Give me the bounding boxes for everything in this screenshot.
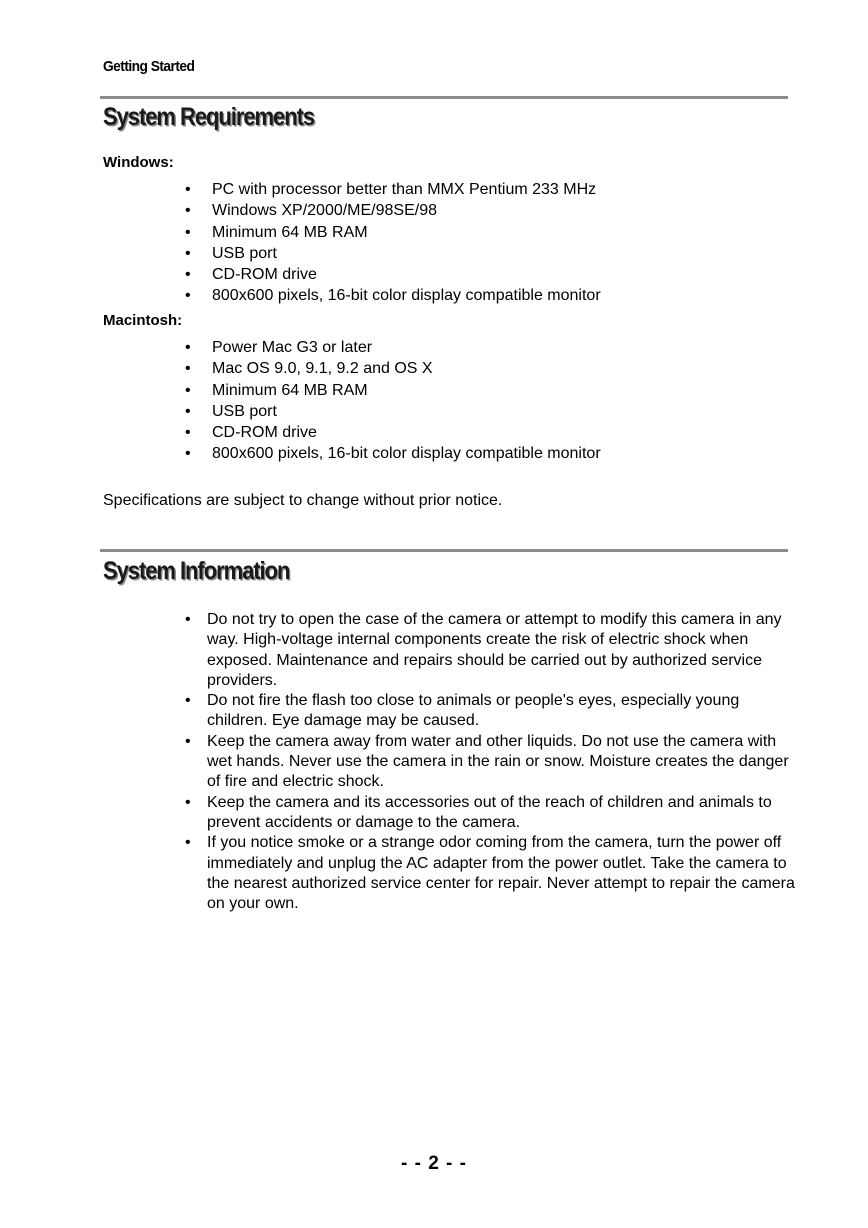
- list-item: • Windows XP/2000/ME/98SE/98: [185, 200, 601, 221]
- specifications-note: Specifications are subject to change without prior notice.: [103, 492, 503, 509]
- list-item: • CD-ROM drive: [185, 422, 601, 443]
- list-item: • PC with processor better than MMX Pentium 233 MHz: [185, 179, 601, 200]
- section-divider: [100, 96, 788, 99]
- list-item: • USB port: [185, 401, 601, 422]
- list-item: • USB port: [185, 243, 601, 264]
- list-item: • Mac OS 9.0, 9.1, 9.2 and OS X: [185, 358, 601, 379]
- list-item: • Keep the camera away from water and other liquids. Do not use the camera with wet hands. Never use the camera in the rain or snow. Moisture creates the danger of fire and electric shock.: [185, 732, 795, 793]
- list-item: • 800x600 pixels, 16-bit color display compatible monitor: [185, 285, 601, 306]
- macintosh-requirements-list: [185, 337, 601, 465]
- page-number: - - 2 - -: [401, 1153, 467, 1174]
- list-item: • Minimum 64 MB RAM: [185, 222, 601, 243]
- list-item: • 800x600 pixels, 16-bit color display compatible monitor: [185, 443, 601, 464]
- macintosh-label: Macintosh:: [103, 312, 183, 329]
- list-item: • Do not fire the flash too close to animals or people's eyes, especially young children. Eye damage may be caused.: [185, 691, 795, 732]
- list-item: • If you notice smoke or a strange odor coming from the camera, turn the power off immediately and unplug the AC adapter from the power outlet. Take the camera to the nearest authorized service center for repair. Never attempt to repair the camera on your own.: [185, 833, 795, 914]
- list-item: • Power Mac G3 or later: [185, 337, 601, 358]
- section-title-requirements: System Requirements: [103, 103, 315, 131]
- list-item: • Do not try to open the case of the camera or attempt to modify this camera in any way. High-voltage internal components create the risk of electric shock when exposed. Maintenance and repairs should be carried out by authorized service providers.: [185, 610, 795, 691]
- list-item: • CD-ROM drive: [185, 264, 601, 285]
- section-divider: [100, 549, 788, 552]
- running-header: Getting Started: [103, 58, 195, 75]
- windows-requirements-list: [185, 179, 601, 307]
- safety-information-list: [185, 610, 795, 914]
- section-title-information: System Information: [103, 557, 290, 585]
- list-item: • Minimum 64 MB RAM: [185, 380, 601, 401]
- windows-label: Windows:: [103, 154, 174, 171]
- list-item: • Keep the camera and its accessories out of the reach of children and animals to prevent accidents or damage to the camera.: [185, 793, 795, 834]
